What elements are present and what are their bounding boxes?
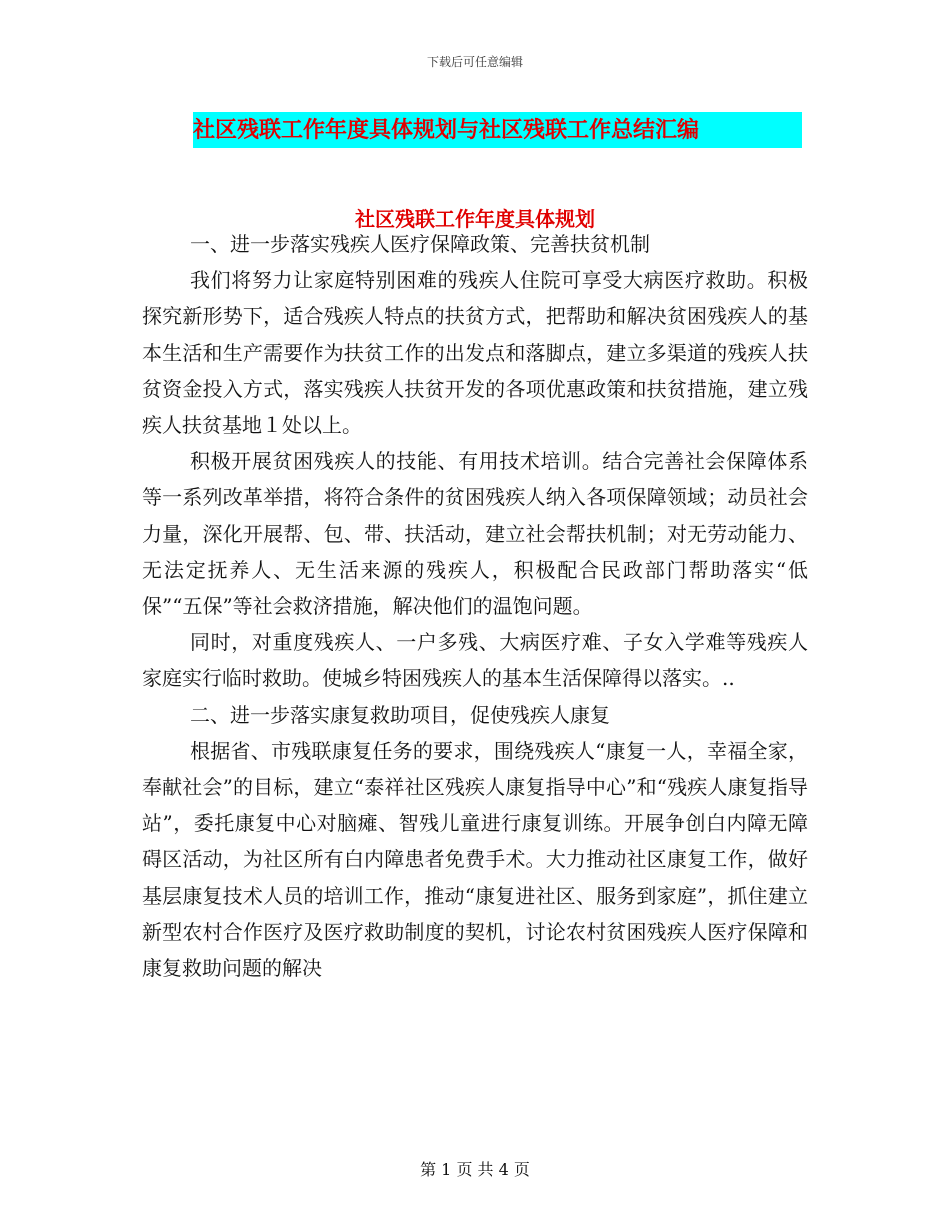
main-title: 社区残联工作年度具体规划与社区残联工作总结汇编 (193, 112, 802, 148)
paragraph: 我们将努力让家庭特别困难的残疾人住院可享受大病医疗救助。积极探究新形势下，适合残疾人特点的扶贫方式，把帮助和解决贫困残疾人的基本生活和生产需要作为扶贫工作的出发点和落脚点，建立多渠道的残疾人扶贫资金投入方式，落实残疾人扶贫开发的各项优惠政策和扶贫措施，建立残疾人扶贫基地１处以上。 (142, 268, 808, 438)
header-note: 下载后可任意编辑 (426, 55, 523, 69)
sub-title: 社区残联工作年度具体规划 (355, 207, 595, 231)
section-heading: 二、进一步落实康复救助项目，促使残疾人康复 (190, 702, 610, 727)
page-footer: 第 1 页 共 4 页 (420, 1160, 530, 1179)
paragraph: 同时，对重度残疾人、一户多残、大病医疗难、子女入学难等残疾人家庭实行临时救助。使城乡特困残疾人的基本生活保障得以落实。.. (142, 630, 808, 691)
document-body (142, 226, 808, 986)
paragraph: 根据省、市残联康复任务的要求，围绕残疾人“康复一人，幸福全家，奉献社会”的目标，建立“泰祥社区残疾人康复指导中心”和“残疾人康复指导站”，委托康复中心对脑瘫、智残儿童进行康复训练。开展争创白内障无障碍区活动，为社区所有白内障患者免费手术。大力推动社区康复工作，做好基层康复技术人员的培训工作，推动“康复进社区、服务到家庭”，抓住建立新型农村合作医疗及医疗救助制度的契机，讨论农村贫困残疾人医疗保障和康复救助问题的解决 (142, 738, 808, 981)
section-heading: 一、进一步落实残疾人医疗保障政策、完善扶贫机制 (190, 232, 650, 256)
paragraph: 积极开展贫困残疾人的技能、有用技术培训。结合完善社会保障体系等一系列改革举措，将符合条件的贫困残疾人纳入各项保障领域；动员社会力量，深化开展帮、包、带、扶活动，建立社会帮扶机制；对无劳动能力、无法定抚养人、无生活来源的残疾人，积极配合民政部门帮助落实“低保”“五保”等社会救济措施，解决他们的温饱问题。 (142, 449, 808, 619)
